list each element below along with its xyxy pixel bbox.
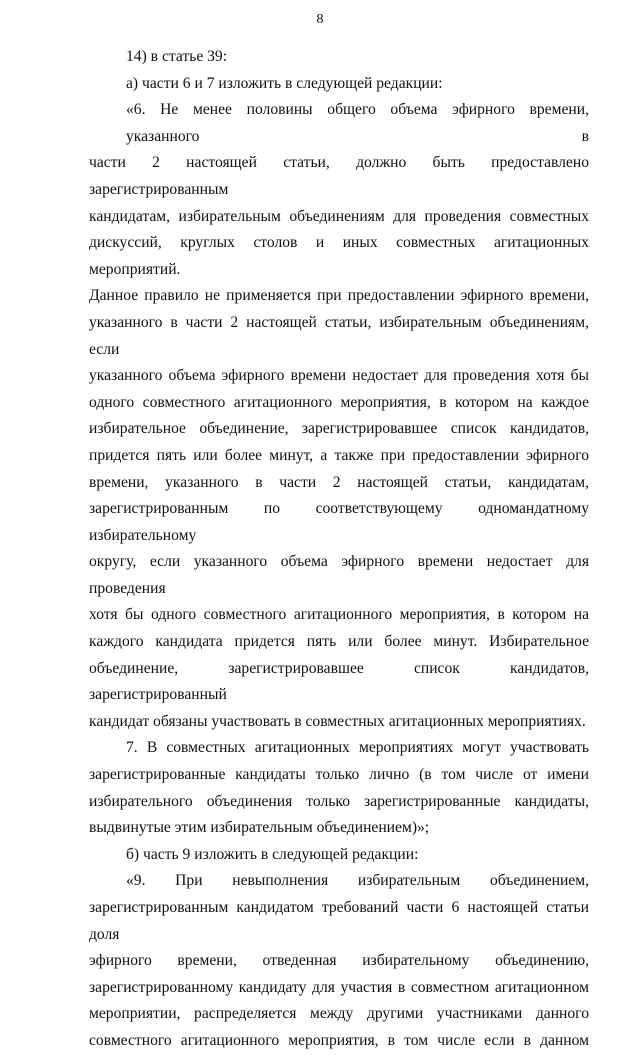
text-line: зарегистрированные кандидаты только лично (в том числе от имени — [89, 766, 589, 784]
text-line: кандидат обязаны участвовать в совместных агитационных мероприятиях. — [89, 712, 586, 730]
paragraph-part-6-text — [89, 97, 589, 735]
text-line: указанного в части 2 настоящей статьи, избирательным объединениям, если — [89, 313, 589, 358]
text-line: зарегистрированному кандидату для участия в совместном агитационном — [89, 978, 589, 996]
page-number: 8 — [316, 12, 324, 27]
paragraph-part-9: б) часть 9 изложить в следующей редакции: — [126, 845, 419, 863]
text-line: эфирного времени, отведенная избирательному объединению, — [89, 952, 589, 970]
text-line: «9. При невыполнения избирательным объединением, — [126, 872, 589, 890]
text-line: 7. В совместных агитационных мероприятиях могут участвовать — [126, 739, 589, 757]
text-line: объединение, зарегистрировавшее список кандидатов, зарегистрированный — [89, 659, 589, 704]
text-line: части 2 настоящей статьи, должно быть предоставлено зарегистрированным — [89, 154, 589, 198]
text-line: зарегистрированным кандидатом требований части 6 настоящей статьи доля — [89, 899, 589, 943]
document-body — [89, 44, 589, 1055]
paragraph-parts-6-7: а) части 6 и 7 изложить в следующей редакции: — [126, 74, 443, 92]
text-line: хотя бы одного совместного агитационного мероприятия, в котором на — [89, 606, 589, 624]
text-line: мероприятии, распределяется между другими участниками данного — [89, 1005, 589, 1023]
text-line: совместного агитационного мероприятия, в том числе если в данном — [89, 1031, 589, 1049]
text-line: придется пять или более минут, а также при предоставлении эфирного — [89, 446, 589, 464]
text-line: кандидатам, избирательным объединениям для проведения совместных — [89, 207, 589, 225]
text-line: зарегистрированным по соответствующему одномандатному избирательному — [89, 500, 589, 544]
text-line: каждого кандидата придется пять или более минут. Избирательное — [89, 633, 589, 651]
text-line: выдвинутые этим избирательным объединением)»; — [89, 819, 430, 837]
text-line: избирательное объединение, зарегистрировавшее список кандидатов, — [89, 420, 589, 438]
text-line: Данное правило не применяется при предоставлении эфирного времени, — [89, 287, 589, 305]
paragraph-article-39: 14) в статье 39: — [126, 48, 228, 65]
paragraph-part-7-text — [89, 735, 589, 841]
text-line: избирательного объединения только зарегистрированные кандидаты, — [89, 792, 589, 810]
text-line: указанного объема эфирного времени недостает для проведения хотя бы — [89, 367, 589, 385]
text-line: времени, указанного в части 2 настоящей статьи, кандидатам, — [89, 473, 589, 491]
paragraph-part-9-text — [89, 868, 589, 1054]
text-line: «6. Не менее половины общего объема эфирного времени, указанного в — [126, 101, 589, 145]
text-line: округу, если указанного объема эфирного времени недостает для проведения — [89, 553, 589, 597]
text-line: дискуссий, круглых столов и иных совместных агитационных мероприятий. — [89, 234, 589, 278]
text-line: одного совместного агитационного мероприятия, в котором на каждое — [89, 393, 589, 411]
